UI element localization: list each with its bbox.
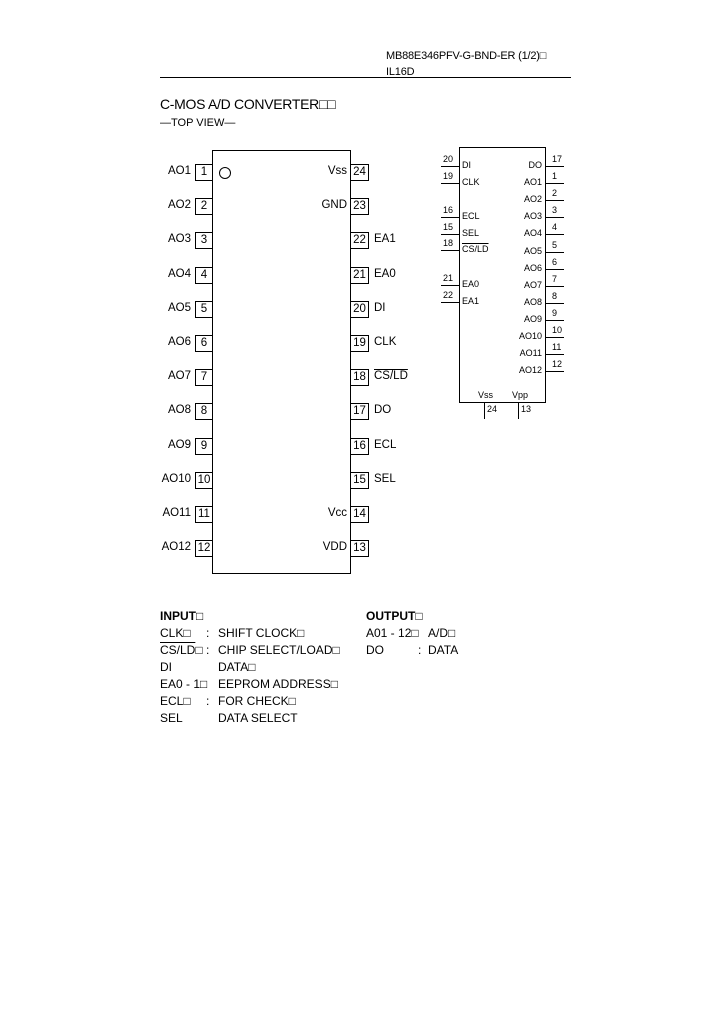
dip-pin-number-right: 24 bbox=[351, 164, 369, 181]
output-description-mark: □ bbox=[448, 626, 456, 640]
symbol-pin-number-right: 1 bbox=[552, 171, 558, 182]
symbol-pin-name-left: EA0 bbox=[462, 279, 480, 289]
dip-pin-number-left: 10 bbox=[195, 472, 212, 489]
symbol-pin-line-left bbox=[441, 234, 459, 235]
symbol-pin-number-bottom: 13 bbox=[521, 404, 532, 414]
input-description-mark: □ bbox=[248, 660, 256, 674]
output-description-text: DATA bbox=[428, 643, 459, 657]
symbol-pin-name-right: AO2 bbox=[523, 194, 542, 205]
symbol-pin-name-left: ECL bbox=[462, 211, 480, 221]
output-heading bbox=[366, 609, 423, 623]
dip-pin-name-right: Vcc bbox=[327, 507, 347, 519]
output-description bbox=[428, 643, 458, 657]
dip-pin-name-left: AO8 bbox=[167, 404, 191, 417]
page-title-mark: □□ bbox=[318, 96, 336, 112]
input-separator: : bbox=[206, 643, 210, 657]
symbol-pin-number-right: 6 bbox=[552, 256, 558, 267]
part-number bbox=[386, 50, 546, 62]
page-title bbox=[160, 96, 335, 112]
dip-pin-name-left: AO5 bbox=[167, 301, 191, 314]
output-signal-name: A01 - 12 bbox=[366, 626, 412, 640]
input-description bbox=[218, 626, 304, 640]
symbol-pin-line-right bbox=[546, 337, 564, 338]
dip-pin-number-left: 12 bbox=[195, 540, 212, 557]
dip-pin-number-right: 21 bbox=[351, 267, 369, 284]
symbol-pin-name-right: AO1 bbox=[523, 177, 542, 188]
input-signal-name: SEL bbox=[160, 711, 183, 725]
symbol-pin-line-right bbox=[546, 303, 564, 304]
dip-pin-name-right: ECL bbox=[374, 438, 397, 451]
dip-pin-name-left: AO4 bbox=[167, 267, 191, 280]
symbol-pin-name-right: AO10 bbox=[518, 331, 542, 341]
symbol-pin-number-left: 20 bbox=[443, 154, 454, 164]
output-description bbox=[428, 626, 455, 640]
view-label: —TOP VIEW— bbox=[160, 117, 236, 129]
symbol-pin-name-left: DI bbox=[462, 160, 471, 170]
dip-pin-name-left: AO11 bbox=[162, 507, 191, 519]
input-description-text: FOR CHECK bbox=[218, 694, 289, 708]
output-signal bbox=[366, 626, 419, 640]
input-description bbox=[218, 694, 296, 708]
dip-pin-name-left: AO12 bbox=[161, 541, 191, 554]
symbol-pin-name-right: AO7 bbox=[523, 279, 542, 290]
dip-pin-number-left: 2 bbox=[195, 198, 212, 215]
dip-pin-number-left: 4 bbox=[195, 267, 212, 284]
dip-pin-name-left: AO2 bbox=[167, 199, 191, 212]
symbol-pin-line-right bbox=[546, 183, 564, 184]
dip-pin-number-left: 5 bbox=[195, 301, 212, 318]
dip-pin-name-right: CS/LD bbox=[374, 370, 408, 383]
symbol-pin-line-right bbox=[546, 269, 564, 270]
part-number-text: MB88E346PFV-G-BND-ER (1/2) bbox=[386, 50, 540, 62]
dip-pin-name-right: DI bbox=[374, 301, 386, 314]
output-signal-mark: □ bbox=[411, 626, 419, 640]
symbol-pin-number-right: 12 bbox=[552, 359, 563, 370]
symbol-pin-name-right: AO6 bbox=[523, 262, 542, 273]
symbol-pin-name-right: AO4 bbox=[523, 228, 542, 239]
symbol-pin-number-left: 18 bbox=[443, 238, 454, 248]
symbol-pin-name-left: CS/LD bbox=[462, 244, 489, 254]
symbol-pin-line-left bbox=[441, 302, 459, 303]
pin1-marker-icon bbox=[219, 167, 231, 179]
input-description-text: EEPROM ADDRESS bbox=[218, 677, 331, 691]
symbol-pin-line-left bbox=[441, 217, 459, 218]
dip-pin-name-right: CLK bbox=[374, 336, 397, 348]
symbol-pin-line-right bbox=[546, 354, 564, 355]
dip-pin-name-left: AO6 bbox=[167, 336, 191, 348]
dip-pin-name-left: AO10 bbox=[161, 472, 191, 485]
symbol-pin-name-right: DO bbox=[528, 160, 542, 170]
dip-pin-name-left: AO9 bbox=[167, 438, 191, 451]
dip-pin-number-right: 20 bbox=[351, 301, 369, 318]
input-description-text: DATA bbox=[218, 660, 249, 674]
symbol-pin-line-right bbox=[546, 200, 564, 201]
symbol-pin-line-bottom bbox=[518, 403, 519, 419]
dip-pin-number-left: 8 bbox=[195, 403, 212, 420]
dip-pin-name-right: EA1 bbox=[374, 233, 396, 246]
symbol-pin-line-right bbox=[546, 234, 564, 235]
input-description-mark: □ bbox=[332, 643, 340, 657]
dip-pin-number-right: 18 bbox=[351, 369, 369, 386]
input-signal-name: EA0 - 1 bbox=[160, 677, 201, 691]
dip-pin-number-left: 7 bbox=[195, 369, 212, 386]
page-title-text: C-MOS A/D CONVERTER bbox=[160, 96, 319, 112]
input-separator: : bbox=[206, 626, 210, 640]
input-signal-mark: □ bbox=[200, 677, 208, 691]
input-signal bbox=[160, 643, 203, 657]
dip-pin-name-right: EA0 bbox=[374, 267, 396, 280]
header-rule bbox=[160, 77, 571, 78]
input-description-text: DATA SELECT bbox=[218, 711, 298, 725]
symbol-pin-line-right bbox=[546, 371, 564, 372]
symbol-pin-name-right: AO12 bbox=[518, 365, 542, 376]
input-heading bbox=[160, 609, 203, 623]
input-description bbox=[218, 660, 255, 674]
output-signal-name: DO bbox=[366, 643, 384, 657]
symbol-pin-number-right: 8 bbox=[552, 290, 558, 301]
symbol-pin-name-right: AO8 bbox=[523, 296, 542, 307]
symbol-pin-number-right: 2 bbox=[552, 188, 558, 199]
output-signal bbox=[366, 643, 384, 657]
document-code: IL16D bbox=[386, 66, 415, 78]
symbol-pin-number-right: 3 bbox=[552, 205, 558, 216]
input-description-text: CHIP SELECT/LOAD bbox=[218, 643, 333, 657]
symbol-pin-name-bottom: Vss bbox=[478, 390, 494, 400]
symbol-pin-number-right: 17 bbox=[552, 154, 563, 164]
dip-pin-name-left: AO1 bbox=[167, 165, 191, 177]
dip-pin-number-right: 23 bbox=[351, 198, 369, 215]
symbol-pin-number-right: 4 bbox=[552, 222, 558, 233]
symbol-pin-name-right: AO5 bbox=[523, 245, 542, 256]
input-description bbox=[218, 643, 340, 657]
symbol-pin-number-right: 10 bbox=[552, 325, 563, 335]
symbol-pin-line-right bbox=[546, 166, 564, 167]
dip-pin-name-right: Vss bbox=[327, 165, 347, 177]
input-signal-name: DI bbox=[160, 660, 172, 674]
output-description-text: A/D bbox=[428, 626, 449, 640]
symbol-pin-name-left: CLK bbox=[462, 177, 480, 187]
symbol-pin-number-right: 7 bbox=[552, 273, 558, 284]
symbol-pin-name-left: SEL bbox=[462, 228, 480, 238]
symbol-pin-number-left: 21 bbox=[443, 273, 454, 283]
symbol-pin-line-right bbox=[546, 217, 564, 218]
symbol-pin-number-left: 15 bbox=[443, 222, 454, 232]
symbol-pin-number-right: 9 bbox=[552, 307, 558, 318]
input-signal bbox=[160, 694, 191, 708]
input-signal bbox=[160, 626, 191, 640]
dip-pin-name-right: GND bbox=[321, 199, 347, 212]
output-heading-text: OUTPUT bbox=[366, 609, 416, 623]
input-signal-mark: □ bbox=[183, 626, 191, 640]
input-signal bbox=[160, 677, 207, 691]
dip-pin-number-left: 6 bbox=[195, 335, 212, 352]
dip-pin-number-left: 11 bbox=[195, 506, 212, 523]
symbol-pin-name-right: AO11 bbox=[519, 348, 542, 359]
symbol-pin-number-left: 22 bbox=[443, 290, 454, 300]
input-description bbox=[218, 677, 338, 691]
dip-pin-number-right: 17 bbox=[351, 403, 369, 420]
dip-pin-number-right: 15 bbox=[351, 472, 369, 489]
symbol-pin-name-right: AO9 bbox=[523, 313, 542, 324]
dip-pin-number-left: 1 bbox=[195, 164, 212, 181]
symbol-pin-number-left: 19 bbox=[443, 171, 454, 181]
symbol-pin-name-bottom: Vpp bbox=[512, 390, 529, 400]
input-signal-name: ECL bbox=[160, 694, 184, 708]
symbol-pin-number-right: 11 bbox=[552, 342, 562, 353]
dip-pin-name-right: VDD bbox=[322, 541, 347, 554]
dip-pin-number-left: 3 bbox=[195, 232, 212, 249]
input-signal-name: CS/LD bbox=[160, 643, 196, 657]
input-signal bbox=[160, 711, 183, 725]
input-description bbox=[218, 711, 298, 725]
input-heading-text: INPUT bbox=[160, 609, 196, 623]
input-separator: : bbox=[206, 694, 210, 708]
symbol-pin-number-right: 5 bbox=[552, 239, 558, 250]
dip-pin-number-right: 19 bbox=[351, 335, 369, 352]
input-signal-mark: □ bbox=[183, 694, 191, 708]
dip-pin-number-right: 14 bbox=[351, 506, 369, 523]
input-description-mark: □ bbox=[330, 677, 338, 691]
symbol-pin-line-right bbox=[546, 286, 564, 287]
symbol-pin-line-left bbox=[441, 166, 459, 167]
dip-pin-name-left: AO7 bbox=[167, 370, 191, 383]
output-heading-mark: □ bbox=[415, 609, 423, 623]
symbol-pin-line-right bbox=[546, 320, 564, 321]
dip-pin-name-right: SEL bbox=[374, 472, 396, 485]
input-description-text: SHIFT CLOCK bbox=[218, 626, 298, 640]
dip-pin-name-right: DO bbox=[374, 404, 392, 417]
symbol-pin-line-left bbox=[441, 250, 459, 251]
symbol-pin-line-bottom bbox=[484, 403, 485, 419]
input-signal bbox=[160, 660, 172, 674]
symbol-pin-line-left bbox=[441, 183, 459, 184]
symbol-pin-line-right bbox=[546, 252, 564, 253]
input-signal-name: CLK bbox=[160, 626, 184, 640]
input-description-mark: □ bbox=[288, 694, 296, 708]
dip-pin-number-right: 16 bbox=[351, 438, 369, 455]
dip-pin-number-left: 9 bbox=[195, 438, 212, 455]
symbol-pin-line-left bbox=[441, 285, 459, 286]
part-number-mark: □ bbox=[539, 50, 547, 62]
output-separator: : bbox=[418, 643, 422, 657]
symbol-pin-number-bottom: 24 bbox=[487, 404, 498, 414]
dip-pin-name-left: AO3 bbox=[167, 233, 191, 246]
symbol-pin-name-right: AO3 bbox=[523, 211, 542, 222]
input-heading-mark: □ bbox=[196, 609, 204, 623]
symbol-pin-name-left: EA1 bbox=[462, 296, 480, 306]
dip-pin-number-right: 13 bbox=[351, 540, 369, 557]
dip-pin-number-right: 22 bbox=[351, 232, 369, 249]
symbol-pin-number-left: 16 bbox=[443, 205, 454, 215]
input-description-mark: □ bbox=[297, 626, 305, 640]
input-signal-mark: □ bbox=[195, 643, 203, 657]
